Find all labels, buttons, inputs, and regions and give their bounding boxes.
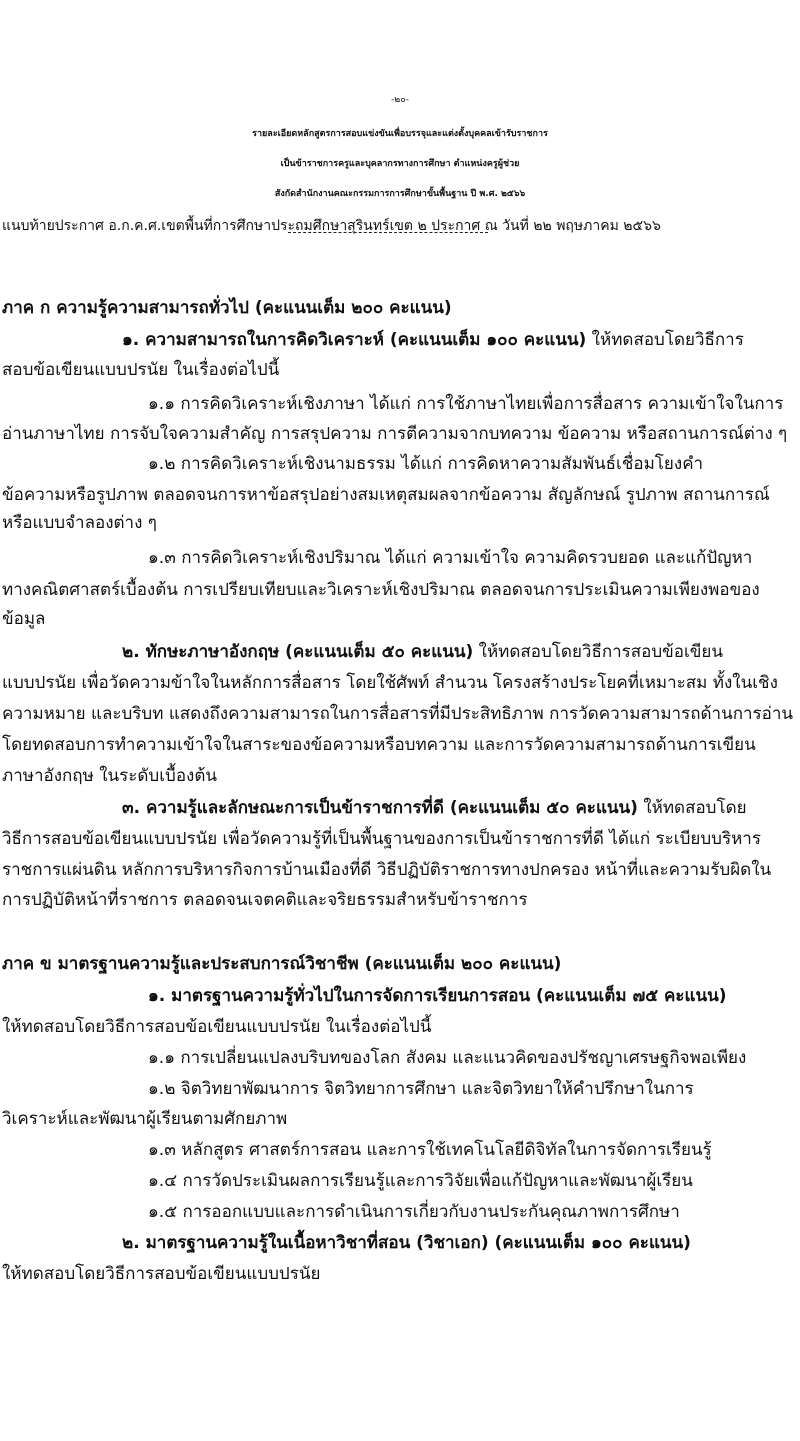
part-a-section-2-heading: ๒. ทักษะภาษาอังกฤษ (คะแนนเต็ม ๕๐ คะแนน) [122,642,474,662]
title-line-3: สังกัดสำนักงานคณะกรรมการการศึกษาขั้นพื้นฐาน ปี พ.ศ. ๒๕๖๖ [274,189,526,199]
item-1-2-line-1: ๑.๒ การคิดวิเคราะห์เชิงนามธรรม ได้แก่ การคิดหาความสัมพันธ์เชื่อมโยงคำ [148,454,704,474]
part-a-section-3-heading: ๓. ความรู้และลักษณะการเป็นข้าราชการที่ดี (คะแนนเต็ม ๕๐ คะแนน) [122,798,638,818]
part-a-section-2-line-3: ความหมาย และบริบท แสดงถึงความสามารถในการสื่อสารที่มีประสิทธิภาพ การวัดความสามารถด้านการอ่าน [2,704,794,724]
part-a-section-3-line-1: ๓. ความรู้และลักษณะการเป็นข้าราชการที่ดี (คะแนนเต็ม ๕๐ คะแนน) ให้ทดสอบโดย [122,798,747,818]
title-line-4: แนบท้ายประกาศ อ.ก.ค.ศ.เขตพื้นที่การศึกษาประถมศึกษาสุรินทร์เขต ๒ ประกาศ ณ วันที่ ๒๒ พฤษภาคม ๒๕๖๖ [2,218,661,234]
part-a-section-3-line-3: ราชการแผ่นดิน หลักการบริหารกิจการบ้านเมืองที่ดี วิธีปฏิบัติราชการทางปกครอง หน้าที่และความรับผิดใน [2,860,772,880]
part-a-section-1-heading: ๑. ความสามารถในการคิดวิเคราะห์ (คะแนนเต็ม ๑๐๐ คะแนน) [122,330,587,350]
part-a-section-1-line-1: ๑. ความสามารถในการคิดวิเคราะห์ (คะแนนเต็ม ๑๐๐ คะแนน) ให้ทดสอบโดยวิธีการ [122,330,744,350]
part-a-section-1-line-2: สอบข้อเขียนแบบปรนัย ในเรื่องต่อไปนี้ [2,360,280,380]
part-b-heading: ภาค ข มาตรฐานความรู้และประสบการณ์วิชาชีพ (คะแนนเต็ม ๒๐๐ คะแนน) [2,954,562,974]
item-1-3-line-2: ทางคณิตศาสตร์เบื้องต้น การเปรียบเทียบและวิเคราะห์เชิงปริมาณ ตลอดจนการประเมินความเพียงพอของ [2,580,760,600]
item-1-1-line-1: ๑.๑ การคิดวิเคราะห์เชิงภาษา ได้แก่ การใช้ภาษาไทยเพื่อการสื่อสาร ความเข้าใจในการ [148,394,784,414]
part-a-section-2-line-2: แบบปรนัย เพื่อวัดความข้าใจในหลักการสื่อสาร โดยใช้ศัพท์ สำนวน โครงสร้างประโยคที่เหมาะสม ทั้งในเชิง [2,673,778,693]
item-b-1-1: ๑.๑ การเปลี่ยนแปลงบริบทของโลก สังคม และแนวคิดของปรัชญาเศรษฐกิจพอเพียง [148,1048,747,1068]
item-1-2-line-3: หรือแบบจำลองต่าง ๆ [2,513,157,533]
item-1-1-line-2: อ่านภาษาไทย การจับใจความสำคัญ การสรุปความ การตีความจากบทความ ข้อความ หรือสถานการณ์ต่าง ๆ [2,424,788,444]
part-a-heading: ภาค ก ความรู้ความสามารถทั่วไป (คะแนนเต็ม ๒๐๐ คะแนน) [2,298,452,318]
part-a-section-2-line-1: ๒. ทักษะภาษาอังกฤษ (คะแนนเต็ม ๕๐ คะแนน) ให้ทดสอบโดยวิธีการสอบข้อเขียน [122,642,724,662]
page-number: -๒๐- [391,95,409,105]
item-b-1-4: ๑.๔ การวัดประเมินผลการเรียนรู้และการวิจัยเพื่อแก้ปัญหาและพัฒนาผู้เรียน [148,1171,693,1191]
part-b-section-2-heading: ๒. มาตรฐานความรู้ในเนื้อหาวิชาที่สอน (วิชาเอก) (คะแนนเต็ม ๑๐๐ คะแนน) [122,1233,691,1253]
item-b-1-5: ๑.๕ การออกแบบและการดำเนินการเกี่ยวกับงานประกันคุณภาพการศึกษา [148,1202,680,1222]
part-a-section-3-line-2: วิธีการสอบข้อเขียนแบบปรนัย เพื่อวัดความรู้ที่เป็นพื้นฐานของการเป็นข้าราชการที่ดี ได้แก่ ระเบียบบริหาร [2,829,761,849]
item-b-1-3: ๑.๓ หลักสูตร ศาสตร์การสอน และการใช้เทคโนโลยีดิจิทัลในการจัดการเรียนรู้ [148,1140,712,1160]
divider-rule [288,232,488,233]
part-b-section-2-line-2: ให้ทดสอบโดยวิธีการสอบข้อเขียนแบบปรนัย [2,1264,321,1284]
item-b-1-2-line-1: ๑.๒ จิตวิทยาพัฒนาการ จิตวิทยาการศึกษา และจิตวิทยาให้คำปรึกษาในการ [148,1079,694,1099]
item-b-1-2-line-2: วิเคราะห์และพัฒนาผู้เรียนตามศักยภาพ [2,1109,288,1129]
part-a-section-2-line-5: ภาษาอังกฤษ ในระดับเบื้องต้น [2,766,217,786]
title-line-1: รายละเอียดหลักสูตรการสอบแข่งขันเพื่อบรรจุและแต่งตั้งบุคคลเข้ารับราชการ [252,129,548,139]
item-1-3-line-1: ๑.๓ การคิดวิเคราะห์เชิงปริมาณ ได้แก่ ความเข้าใจ ความคิดรวบยอด และแก้ปัญหา [148,548,753,568]
item-1-3-line-3: ข้อมูล [2,609,46,629]
title-line-2: เป็นข้าราชการครูและบุคลากรทางการศึกษา ตำแหน่งครูผู้ช่วย [280,159,520,169]
part-b-section-1-line-2: ให้ทดสอบโดยวิธีการสอบข้อเขียนแบบปรนัย ในเรื่องต่อไปนี้ [2,1017,432,1037]
part-a-section-2-line-4: โดยทดสอบการทำความเข้าใจในสาระของข้อความหรือบทความ และการวัดความสามารถด้านการเขียน [2,735,756,755]
part-a-section-3-line-4: การปฏิบัติหน้าที่ราชการ ตลอดจนเจตคติและจริยธรรมสำหรับข้าราชการ [2,890,528,910]
part-b-section-1-heading: ๑. มาตรฐานความรู้ทั่วไปในการจัดการเรียนการสอน (คะแนนเต็ม ๗๕ คะแนน) [148,986,727,1006]
item-1-2-line-2: ข้อความหรือรูปภาพ ตลอดจนการหาข้อสรุปอย่างสมเหตุสมผลจากข้อความ สัญลักษณ์ รูปภาพ สถานการณ์ [2,485,770,505]
